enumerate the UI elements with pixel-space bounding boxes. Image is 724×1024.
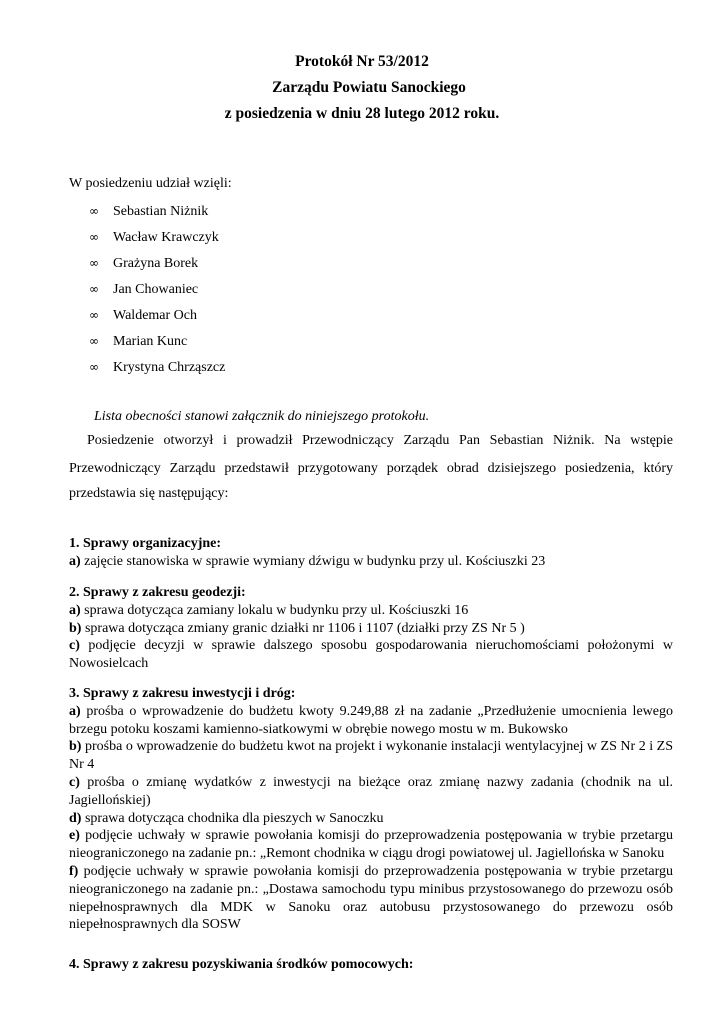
attendee-name: Waldemar Och — [113, 308, 197, 323]
item-text: sprawa dotycząca chodnika dla pieszych w Sanoczku — [81, 810, 384, 826]
agenda-section-1 — [69, 535, 673, 571]
item-letter: e) — [69, 828, 80, 844]
item-letter: c) — [69, 774, 80, 790]
section-heading: 3. Sprawy z zakresu inwestycji i dróg: — [69, 686, 296, 701]
item-text: prośba o wprowadzenie do budżetu kwot na projekt i wykonanie instalacji wentylacyjnej w ZS Nr 2 i ZS Nr 4 — [69, 739, 673, 773]
item-text: podjęcie uchwały w sprawie powołania komisji do przeprowadzenia postępowania w trybie przetargu nieograniczonego na zadanie pn.: „Remont chodnika w ciągu drogi powiatowej ul. Jagiellońska w Sanoku — [69, 828, 673, 862]
section-heading: 4. Sprawy z zakresu pozyskiwania środków pomocowych: — [69, 957, 414, 972]
title-board-name: Zarządu Powiatu Sanockiego — [272, 79, 466, 96]
agenda-item — [69, 637, 673, 673]
item-text: podjęcie decyzji w sprawie dalszego sposobu gospodarowania nieruchomościami położonymi w Nowosielcach — [69, 638, 673, 672]
attendee-name: Sebastian Niżnik — [113, 204, 209, 219]
attendee-item — [89, 228, 219, 247]
item-letter: b) — [69, 620, 82, 636]
item-letter: b) — [69, 739, 82, 755]
attendee-name: Wacław Krawczyk — [113, 230, 219, 245]
attendee-item — [89, 202, 208, 221]
section-heading: 2. Sprawy z zakresu geodezji: — [69, 585, 246, 600]
agenda-item — [69, 774, 673, 810]
item-text: prośba o zmianę wydatków z inwestycji na bieżące oraz zmianę nazwy zadania (chodnik na ul. Jagiellońskiej) — [69, 774, 673, 808]
infinity-bullet-icon: ∞ — [89, 308, 99, 322]
opening-line-2: Przewodniczący Zarządu przedstawił przygotowany porządek obrad dzisiejszego posiedzenia, który — [69, 461, 673, 476]
agenda-item — [69, 863, 673, 934]
infinity-bullet-icon: ∞ — [89, 204, 99, 218]
item-text: sprawa dotycząca zamiany lokalu w budynku przy ul. Kościuszki 16 — [80, 602, 469, 618]
item-text: prośba o wprowadzenie do budżetu kwoty 9.249,88 zł na zadanie „Przedłużenie umocnienia lewego brzegu potoku koszami kamienno-siatkowymi w obrębie nowego mostu w m. Bukowsko — [69, 703, 673, 737]
agenda-item — [69, 738, 673, 774]
agenda-item — [69, 703, 673, 739]
infinity-bullet-icon: ∞ — [89, 334, 99, 348]
item-letter: a) — [69, 553, 81, 569]
item-letter: f) — [69, 863, 79, 879]
agenda-item — [69, 810, 673, 828]
agenda-item — [69, 602, 673, 620]
item-letter: d) — [69, 810, 82, 826]
attendee-name: Jan Chowaniec — [113, 282, 199, 297]
agenda-section-4 — [69, 956, 673, 974]
item-text: podjęcie uchwały w sprawie powołania komisji do przeprowadzenia postępowania w trybie przetargu nieograniczonego na zadanie pn.: „Dostawa samochodu typu minibus przystosowanego do przewozu osób niepełnosprawnych dla MDK w Sanoku oraz autobusu przystosowanego do przewozu osób niepełnosprawnych dla SOSW — [69, 863, 673, 933]
attendee-name: Marian Kunc — [113, 334, 188, 349]
infinity-bullet-icon: ∞ — [89, 256, 99, 270]
attendance-note: Lista obecności stanowi załącznik do niniejszego protokołu. — [94, 409, 430, 424]
item-letter: a) — [69, 703, 81, 719]
item-text: sprawa dotycząca zmiany granic działki nr 1106 i 1107 (działki przy ZS Nr 5 ) — [81, 620, 525, 636]
title-meeting-date: z posiedzenia w dniu 28 lutego 2012 roku. — [224, 105, 500, 122]
attendee-item — [89, 332, 187, 351]
item-text: zajęcie stanowiska w sprawie wymiany dźwigu w budynku przy ul. Kościuszki 23 — [80, 553, 546, 569]
opening-line-1: Posiedzenie otworzył i prowadził Przewodniczący Zarządu Pan Sebastian Niżnik. Na wstępie — [87, 433, 673, 448]
item-letter: a) — [69, 602, 81, 618]
title-protocol-number: Protokół Nr 53/2012 — [295, 53, 429, 70]
attendee-item — [89, 254, 198, 273]
agenda-item — [69, 827, 673, 863]
infinity-bullet-icon: ∞ — [89, 360, 99, 374]
attendee-item — [89, 280, 198, 299]
attendee-name: Krystyna Chrząszcz — [113, 360, 226, 375]
item-letter: c) — [69, 638, 80, 654]
attendee-item — [89, 358, 225, 377]
attendee-name: Grażyna Borek — [113, 256, 199, 271]
agenda-item — [69, 553, 673, 571]
attendance-intro: W posiedzeniu udział wzięli: — [69, 176, 232, 191]
infinity-bullet-icon: ∞ — [89, 230, 99, 244]
agenda-item — [69, 620, 673, 638]
section-heading: 1. Sprawy organizacyjne: — [69, 536, 222, 551]
infinity-bullet-icon: ∞ — [89, 282, 99, 296]
attendee-item — [89, 306, 197, 325]
agenda-section-2 — [69, 584, 673, 673]
opening-line-3: przedstawia się następujący: — [69, 486, 229, 501]
agenda-section-3 — [69, 685, 673, 934]
